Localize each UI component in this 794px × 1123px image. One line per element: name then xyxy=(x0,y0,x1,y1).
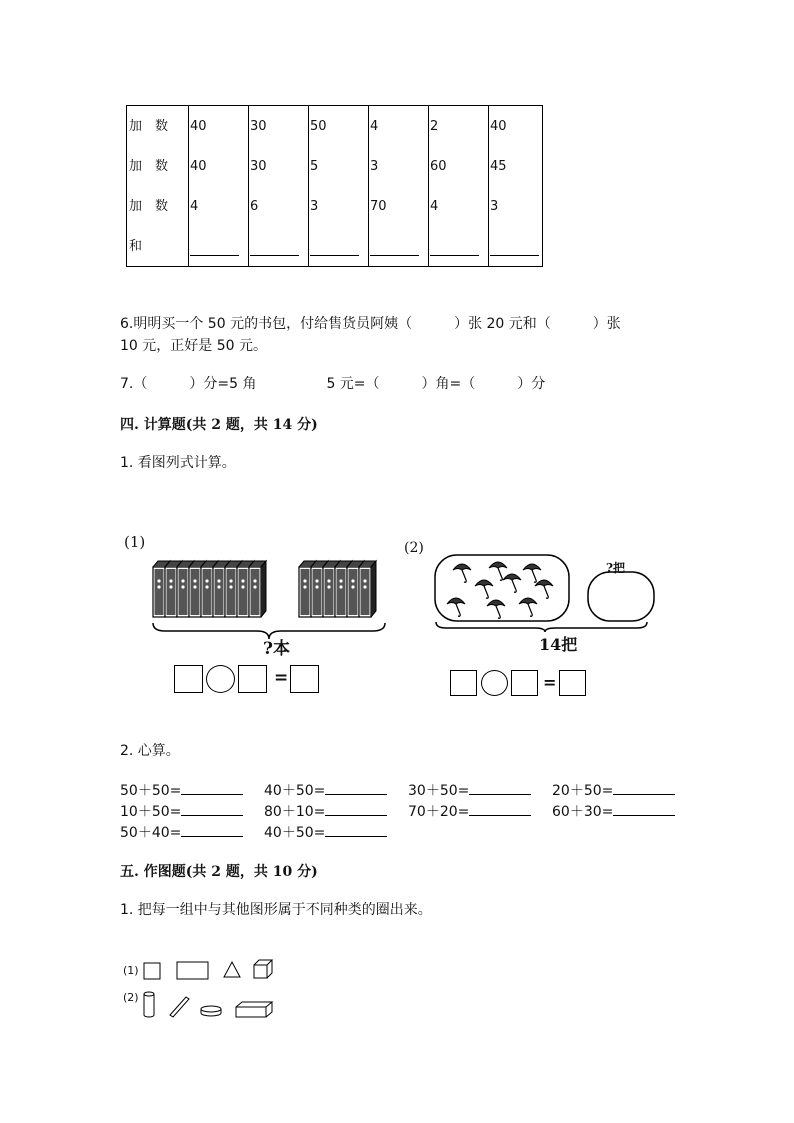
table-divider xyxy=(428,106,429,266)
answer-blank[interactable] xyxy=(613,801,675,816)
question-6-line-1: 6.明明买一个 50 元的书包，付给售货员阿姨（ ）张 20 元和（ ）张 xyxy=(120,316,621,332)
section-4-question-2: 2. 心算。 xyxy=(120,743,180,759)
book-icon xyxy=(249,561,266,617)
mental-math-item xyxy=(552,801,675,822)
table-cell: 3 xyxy=(310,199,319,214)
row-label-addend-2: 加 数 xyxy=(129,159,169,174)
table-cell: 4 xyxy=(370,119,379,134)
section-4-question-1: 1. 看图列式计算。 xyxy=(120,455,236,471)
answer-box[interactable] xyxy=(290,665,319,693)
mental-math-expression: 50＋40= xyxy=(120,825,182,841)
sum-blank[interactable] xyxy=(490,255,539,256)
answer-box[interactable] xyxy=(238,665,267,693)
answer-blank[interactable] xyxy=(325,801,387,816)
umbrella-icon xyxy=(453,564,471,582)
sum-blank[interactable] xyxy=(370,255,419,256)
shapes-group-1 xyxy=(140,955,280,985)
book-stack-left xyxy=(153,561,266,617)
answer-blank[interactable] xyxy=(181,822,243,837)
cube-icon[interactable] xyxy=(254,960,272,978)
mental-math-item xyxy=(120,801,243,822)
question-6-line-2: 10 元，正好是 50 元。 xyxy=(120,338,267,354)
table-cell: 45 xyxy=(490,159,507,174)
coin-icon[interactable] xyxy=(201,1006,221,1016)
umbrella-icon xyxy=(519,598,537,616)
table-divider xyxy=(368,106,369,266)
table-cell: 3 xyxy=(490,199,499,214)
figure-2-label: (2) xyxy=(404,540,424,556)
table-cell: 30 xyxy=(250,159,267,174)
row-label-addend-3: 加 数 xyxy=(129,199,169,214)
stick-icon[interactable] xyxy=(170,997,189,1017)
sum-blank[interactable] xyxy=(250,255,299,256)
row-label-sum: 和 xyxy=(129,239,143,254)
mental-math-expression: 40＋50= xyxy=(264,783,326,799)
table-divider xyxy=(488,106,489,266)
answer-blank[interactable] xyxy=(613,780,675,795)
umbrella-icon xyxy=(489,562,507,580)
mental-math-item xyxy=(408,801,531,822)
mental-math-item xyxy=(264,822,387,843)
sum-blank[interactable] xyxy=(190,255,239,256)
table-cell: 5 xyxy=(310,159,319,174)
table-cell: 70 xyxy=(370,199,387,214)
table-cell: 40 xyxy=(190,159,207,174)
table-divider xyxy=(188,106,189,266)
umbrella-icon xyxy=(535,580,553,598)
triangle-icon[interactable] xyxy=(224,962,240,977)
mental-math-expression: 50＋50= xyxy=(120,783,182,799)
group-2-label: (2) xyxy=(123,991,139,1004)
bag-question-label: ?把 xyxy=(606,561,626,575)
rectangle-icon[interactable] xyxy=(177,962,208,979)
answer-blank[interactable] xyxy=(469,801,531,816)
table-cell: 4 xyxy=(430,199,439,214)
table-cell: 30 xyxy=(250,119,267,134)
operator-circle[interactable] xyxy=(206,665,235,693)
mental-math-item xyxy=(120,780,243,801)
answer-box[interactable] xyxy=(174,665,203,693)
cuboid-icon[interactable] xyxy=(236,1002,272,1017)
answer-blank[interactable] xyxy=(469,780,531,795)
brace xyxy=(436,622,647,632)
sum-blank[interactable] xyxy=(310,255,359,256)
umbrella-icon xyxy=(475,580,493,598)
mental-math-expression: 30＋50= xyxy=(408,783,470,799)
mental-math-expression: 60＋30= xyxy=(552,804,614,820)
table-cell: 40 xyxy=(190,119,207,134)
umbrella-set xyxy=(447,562,553,618)
books-question-label: ?本 xyxy=(263,639,290,659)
mental-math-expression: 10＋50= xyxy=(120,804,182,820)
mental-math-expression: 80＋10= xyxy=(264,804,326,820)
umbrella-icon xyxy=(447,598,465,616)
table-cell: 4 xyxy=(190,199,199,214)
mental-math-expression: 20＋50= xyxy=(552,783,614,799)
group-1-label: (1) xyxy=(123,964,139,977)
umbrella-icon xyxy=(503,574,521,592)
table-cell: 40 xyxy=(490,119,507,134)
umbrella-total-label: 14把 xyxy=(539,635,578,654)
table-cell: 2 xyxy=(430,119,439,134)
umbrella-icon xyxy=(487,600,505,618)
equals-sign: = xyxy=(274,668,289,688)
answer-box[interactable] xyxy=(450,670,477,696)
mental-math-expression: 70＋20= xyxy=(408,804,470,820)
table-cell: 60 xyxy=(430,159,447,174)
mental-math-item xyxy=(264,801,387,822)
mental-math-item xyxy=(552,780,675,801)
answer-box[interactable] xyxy=(511,670,538,696)
table-divider xyxy=(308,106,309,266)
book-icon xyxy=(359,561,376,617)
umbrella-icon xyxy=(523,564,541,582)
section-5-question-1: 1. 把每一组中与其他图形属于不同种类的圈出来。 xyxy=(120,902,432,918)
mental-math-item xyxy=(120,822,243,843)
question-7: 7.（ ）分=5 角 5 元=（ ）角=（ ）分 xyxy=(120,376,546,392)
cylinder-icon[interactable] xyxy=(144,992,154,1017)
section-4-heading: 四. 计算题(共 2 题，共 14 分) xyxy=(120,417,318,433)
table-cell: 3 xyxy=(370,159,379,174)
mental-math-item xyxy=(264,780,387,801)
book-stack-right xyxy=(299,561,376,617)
table-cell: 50 xyxy=(310,119,327,134)
mental-math-expression: 40＋50= xyxy=(264,825,326,841)
square-icon[interactable] xyxy=(144,963,160,979)
answer-box[interactable] xyxy=(559,670,586,696)
unknown-bag xyxy=(588,572,654,621)
answer-blank[interactable] xyxy=(325,822,387,837)
addition-table xyxy=(126,105,543,267)
answer-blank[interactable] xyxy=(181,780,243,795)
equals-sign: = xyxy=(543,673,557,692)
row-label-addend-1: 加 数 xyxy=(129,119,169,134)
table-cell: 6 xyxy=(250,199,259,214)
operator-circle[interactable] xyxy=(481,670,508,696)
table-divider xyxy=(248,106,249,266)
shapes-group-2 xyxy=(140,988,280,1022)
answer-blank[interactable] xyxy=(325,780,387,795)
mental-math-item xyxy=(408,780,531,801)
section-5-heading: 五. 作图题(共 2 题，共 10 分) xyxy=(120,864,318,880)
sum-blank[interactable] xyxy=(430,255,479,256)
answer-blank[interactable] xyxy=(181,801,243,816)
figure-1-label: (1) xyxy=(124,533,146,551)
